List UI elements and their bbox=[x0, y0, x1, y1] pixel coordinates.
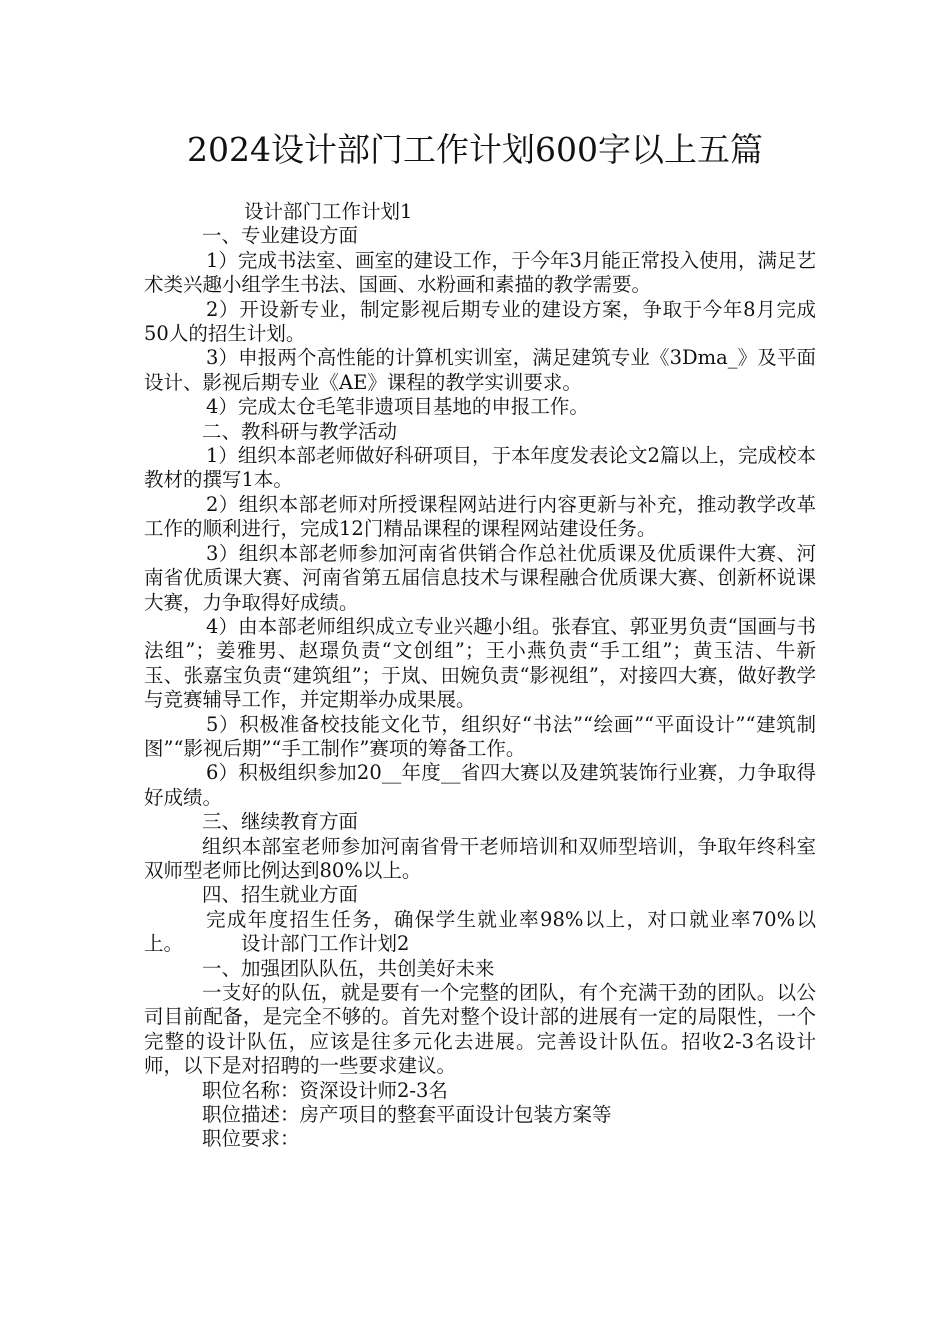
employment-paragraph bbox=[144, 908, 816, 957]
paragraph: 5）积极准备校技能文化节，组织好“书法”“绘画”“平面设计”“建筑制图”“影视后期”“手工制作”赛项的筹备工作。 bbox=[144, 712, 816, 760]
heading-admission: 四、招生就业方面 bbox=[202, 883, 359, 907]
heading-education: 三、继续教育方面 bbox=[202, 810, 359, 834]
document-body bbox=[144, 200, 816, 1152]
heading-team: 一、加强团队队伍，共创美好未来 bbox=[202, 956, 495, 980]
job-requirements-line: 职位要求： bbox=[202, 1127, 300, 1151]
paragraph: 1）完成书法室、画室的建设工作，于今年3月能正常投入使用，满足艺术类兴趣小组学生书法、国画、水粉画和素描的教学需要。 bbox=[144, 248, 816, 297]
employment-text: 完成年度招生任务，确保学生就业率98%以上，对口就业率70%以上。 bbox=[144, 907, 816, 956]
paragraph: 3）组织本部老师参加河南省供销合作总社优质课及优质课件大赛、河南省优质课大赛、河南省第五届信息技术与课程融合优质课大赛、创新杯说课大赛，力争取得好成绩。 bbox=[144, 541, 816, 614]
job-description-line: 职位描述：房产项目的整套平面设计包装方案等 bbox=[202, 1103, 612, 1127]
heading-professional: 一、专业建设方面 bbox=[202, 224, 359, 248]
paragraph: 组织本部室老师参加河南省骨干老师培训和双师型培训，争取年终科室双师型老师比例达到80%以上。 bbox=[144, 834, 816, 882]
paragraph: 2）开设新专业，制定影视后期专业的建设方案，争取于今年8月完成50人的招生计划。 bbox=[144, 297, 816, 346]
section-heading-2: 设计部门工作计划2 bbox=[241, 932, 410, 956]
paragraph: 1）组织本部老师做好科研项目，于本年度发表论文2篇以上，完成校本教材的撰写1本。 bbox=[144, 444, 816, 492]
heading-research: 二、教科研与教学活动 bbox=[202, 419, 398, 443]
job-title-line: 职位名称：资深设计师2-3名 bbox=[202, 1078, 448, 1102]
document-title: 2024设计部门工作计划600字以上五篇 bbox=[187, 130, 763, 169]
section-heading-1: 设计部门工作计划1 bbox=[244, 200, 413, 223]
paragraph: 2）组织本部老师对所授课程网站进行内容更新与补充，推动教学改革工作的顺利进行，完成12门精品课程的课程网站建设任务。 bbox=[144, 492, 816, 541]
paragraph: 6）积极组织参加20__年度__省四大赛以及建筑装饰行业赛，力争取得好成绩。 bbox=[144, 761, 816, 809]
paragraph: 3）申报两个高性能的计算机实训室，满足建筑专业《3Dma_》及平面设计、影视后期专业《AE》课程的教学实训要求。 bbox=[144, 346, 816, 394]
paragraph: 一支好的队伍，就是要有一个完整的团队，有个充满干劲的团队。以公司目前配备，是完全不够的。首先对整个设计部的进展有一定的局限性，一个完整的设计队伍，应该是往多元化去进展。完善设计队伍。招收2-3名设计师，以下是对招聘的一些要求建议。 bbox=[144, 981, 816, 1078]
paragraph: 4）完成太仓毛笔非遗项目基地的申报工作。 bbox=[206, 395, 589, 419]
paragraph: 4）由本部老师组织成立专业兴趣小组。张春宜、郭亚男负责“国画与书法组”；姜雅男、赵璟负责“文创组”；王小燕负责“手工组”；黄玉洁、牛新玉、张嘉宝负责“建筑组”；于岚、田婉负责“影视组”，对接四大赛，做好教学与竞赛辅导工作，并定期举办成果展。 bbox=[144, 614, 816, 712]
